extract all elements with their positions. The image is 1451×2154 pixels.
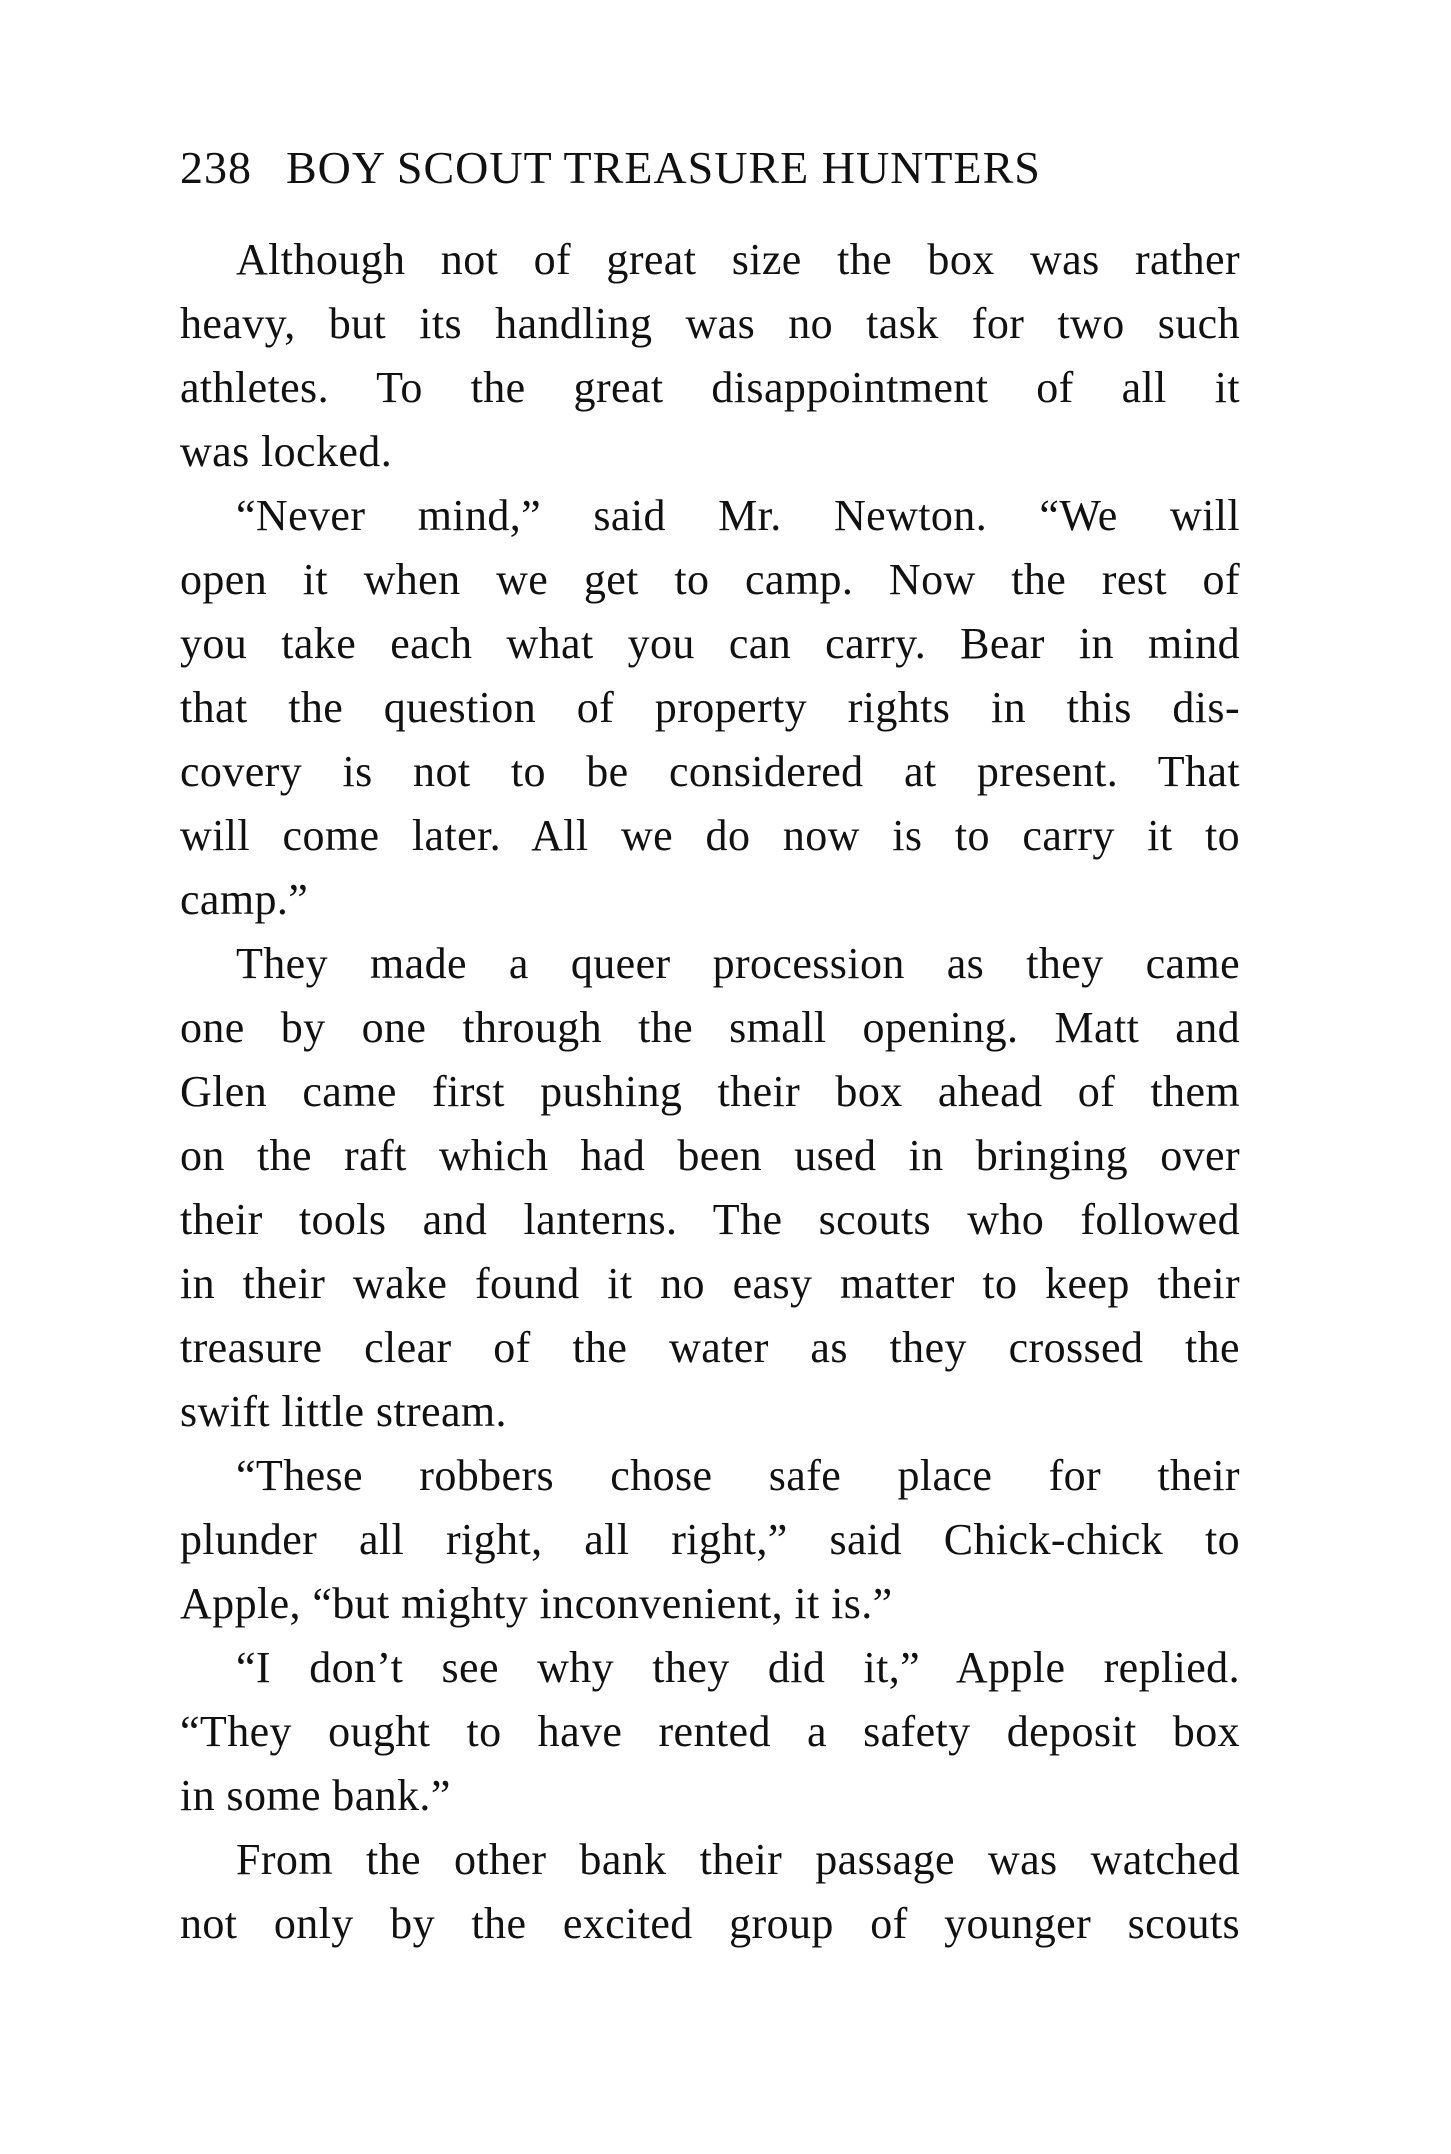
text-line: heavy, but its handling was no task for two such xyxy=(180,299,1240,348)
paragraph-5 xyxy=(180,1636,1240,1828)
text-line: open it when we get to camp. Now the rest of xyxy=(180,555,1240,604)
text-line: “These robbers chose safe place for their xyxy=(236,1451,1240,1500)
text-line: plunder all right, all right,” said Chick-chick to xyxy=(180,1515,1240,1564)
book-title: BOY SCOUT TREASURE HUNTERS xyxy=(286,142,1041,193)
body-text xyxy=(180,228,1240,1956)
text-line: covery is not to be considered at present. That xyxy=(180,747,1240,796)
text-line: “I don’t see why they did it,” Apple replied. xyxy=(236,1643,1240,1692)
text-line: will come later. All we do now is to carry it to xyxy=(180,811,1240,860)
text-line: you take each what you can carry. Bear in mind xyxy=(180,619,1240,668)
text-line: on the raft which had been used in bringing over xyxy=(180,1131,1240,1180)
paragraph-1 xyxy=(180,228,1240,484)
paragraph-6 xyxy=(180,1828,1240,1956)
text-line: their tools and lanterns. The scouts who followed xyxy=(180,1195,1240,1244)
paragraph-3 xyxy=(180,932,1240,1444)
text-line: not only by the excited group of younger scouts xyxy=(180,1899,1240,1948)
page-number: 238 xyxy=(180,142,252,193)
text-line: in some bank.” xyxy=(180,1771,451,1820)
paragraph-4 xyxy=(180,1444,1240,1636)
text-line: Although not of great size the box was rather xyxy=(236,235,1240,284)
text-line: They made a queer procession as they came xyxy=(236,939,1240,988)
text-line: “They ought to have rented a safety deposit box xyxy=(180,1707,1240,1756)
text-line: in their wake found it no easy matter to keep their xyxy=(180,1259,1240,1308)
text-line: Apple, “but mighty inconvenient, it is.” xyxy=(180,1579,893,1628)
text-line: “Never mind,” said Mr. Newton. “We will xyxy=(236,491,1240,540)
text-line: From the other bank their passage was watched xyxy=(236,1835,1240,1884)
paragraph-2 xyxy=(180,484,1240,932)
text-line: swift little stream. xyxy=(180,1387,507,1436)
text-line: Glen came first pushing their box ahead of them xyxy=(180,1067,1240,1116)
text-line: was locked. xyxy=(180,427,393,476)
text-line: treasure clear of the water as they crossed the xyxy=(180,1323,1240,1372)
text-line: one by one through the small opening. Matt and xyxy=(180,1003,1240,1052)
running-header xyxy=(180,140,1240,196)
text-line: that the question of property rights in this dis- xyxy=(180,683,1240,732)
text-line: athletes. To the great disappointment of all it xyxy=(180,363,1240,412)
text-line: camp.” xyxy=(180,875,309,924)
